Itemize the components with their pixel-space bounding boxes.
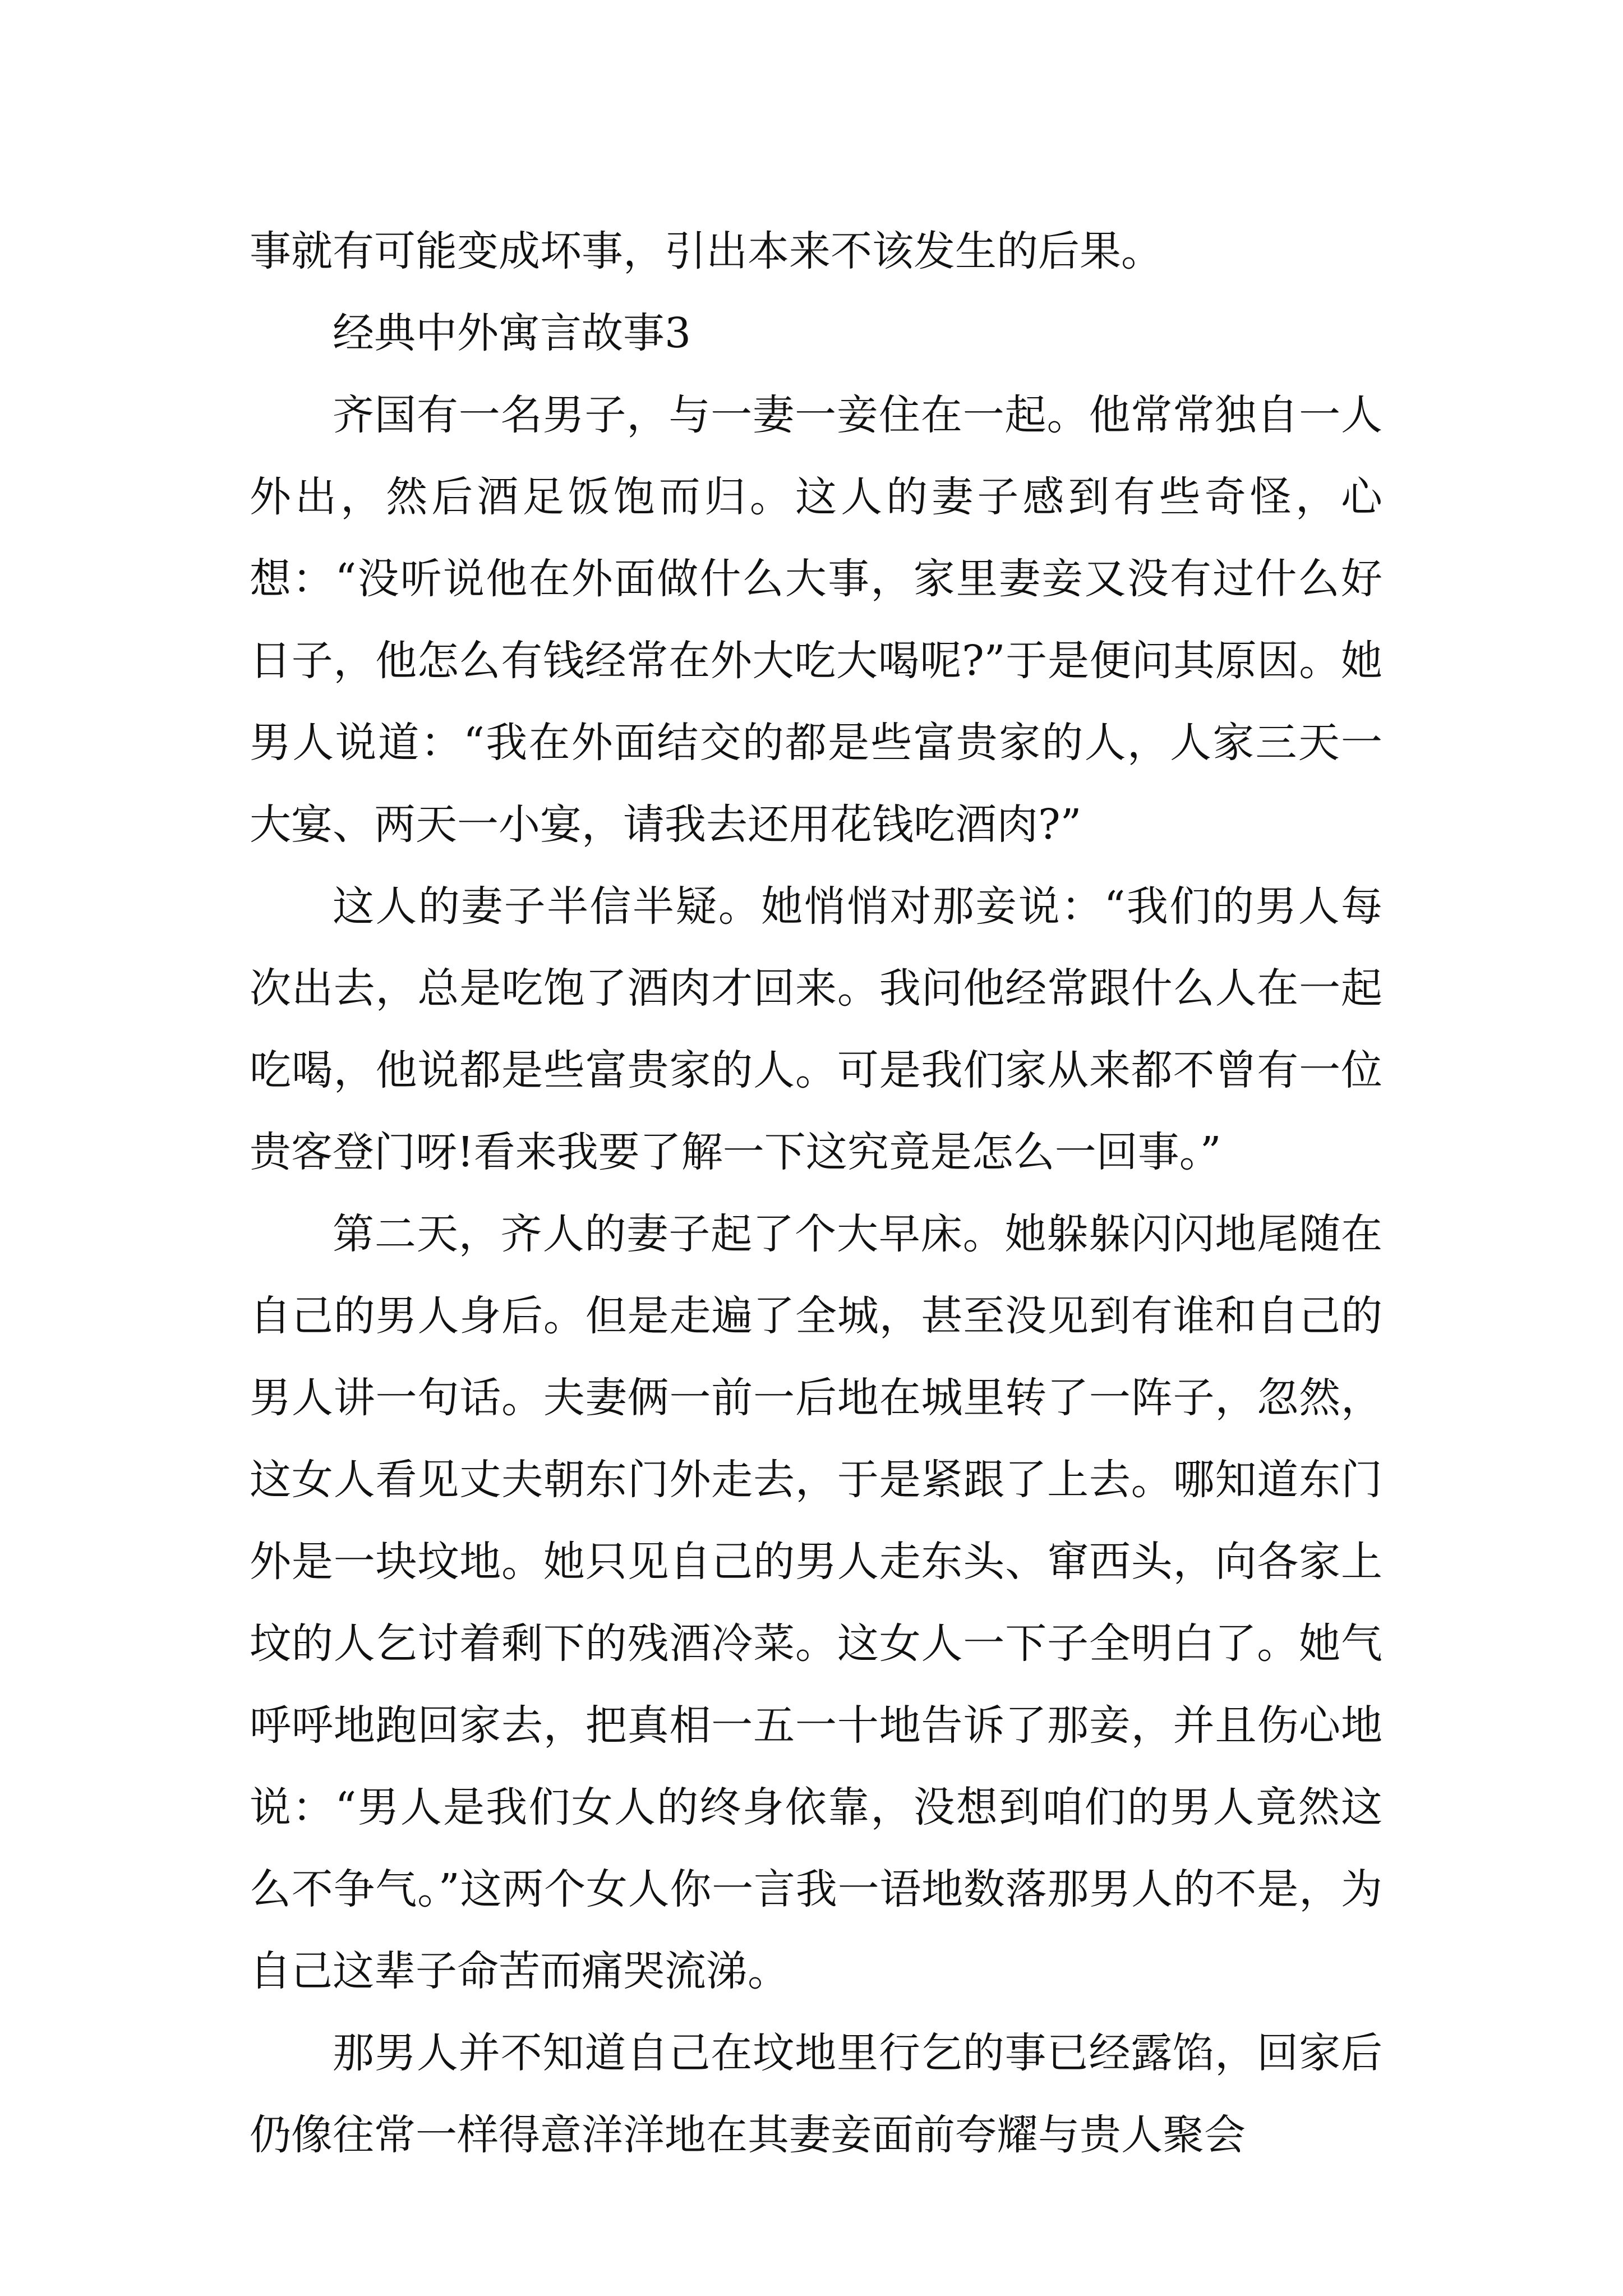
- paragraph-continuation: 事就有可能变成坏事，引出本来不该发生的后果。: [250, 227, 1163, 275]
- paragraph: 这人的妻子半信半疑。她悄悄对那妾说：“我们的男人每次出去，总是吃饱了酒肉才回来。我问他经常跟什么人在一起吃喝，他说都是些富贵家的人。可是我们家从来都不曾有一位贵客登门呀!看来我要了解一下这究竟是怎么一回事。”: [250, 882, 1382, 1176]
- document-body: [250, 210, 1382, 2176]
- story-heading: 经典中外寓言故事3: [333, 309, 691, 357]
- paragraph: 那男人并不知道自己在坟地里行乞的事已经露馅，回家后仍像往常一样得意洋洋地在其妻妾面前夸耀与贵人聚会: [250, 2029, 1382, 2159]
- paragraph: 齐国有一名男子，与一妻一妾住在一起。他常常独自一人外出，然后酒足饭饱而归。这人的妻子感到有些奇怪，心想：“没听说他在外面做什么大事，家里妻妾又没有过什么好日子，他怎么有钱经常在外大吃大喝呢?”于是便问其原因。她男人说道：“我在外面结交的都是些富贵家的人，人家三天一大宴、两天一小宴，请我去还用花钱吃酒肉?”: [250, 391, 1382, 849]
- paragraph: 第二天，齐人的妻子起了个大早床。她躲躲闪闪地尾随在自己的男人身后。但是走遍了全城，甚至没见到有谁和自己的男人讲一句话。夫妻俩一前一后地在城里转了一阵子，忽然，这女人看见丈夫朝东门外走去，于是紧跟了上去。哪知道东门外是一块坟地。她只见自己的男人走东头、窜西头，向各家上坟的人乞讨着剩下的残酒冷菜。这女人一下子全明白了。她气呼呼地跑回家去，把真相一五一十地告诉了那妾，并且伤心地说：“男人是我们女人的终身依靠，没想到咱们的男人竟然这么不争气。”这两个女人你一言我一语地数落那男人的不是，为自己这辈子命苦而痛哭流涕。: [250, 1210, 1382, 1995]
